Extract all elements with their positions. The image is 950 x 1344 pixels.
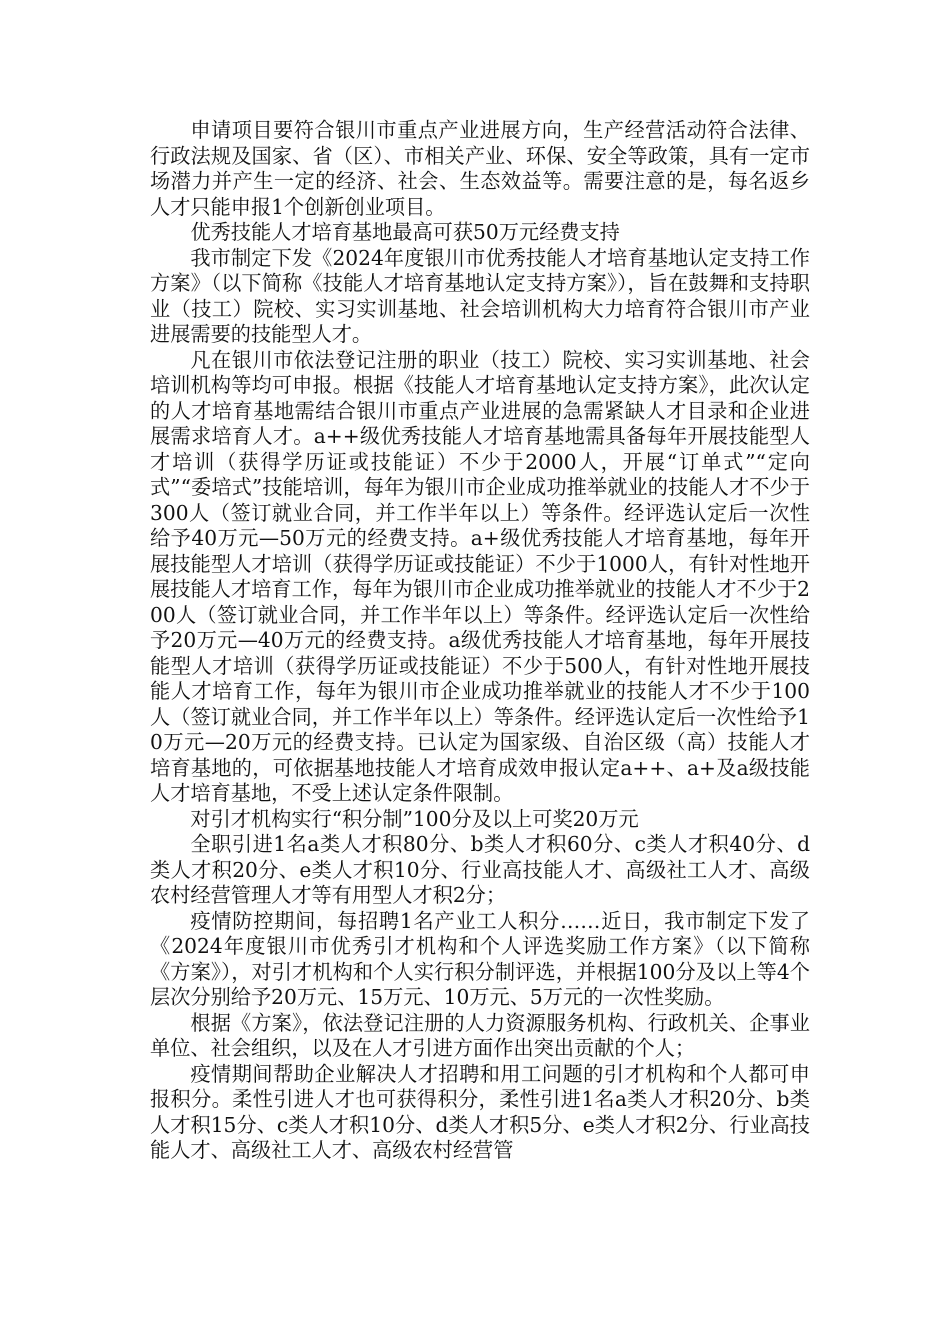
heading-skills-base-funding: 优秀技能人才培育基地最高可获50万元经费支持	[190, 220, 620, 244]
paragraph-project-requirements: 申请项目要符合银川市重点产业进展方向，生产经营活动符合法律、行政法规及国家、省（区）、市相关产业、环保、安全等政策，具有一定市场潜力并产生一定的经济、社会、生态效益等。需要注意的是，每名返乡人才只能申报1个创新创业项目。	[150, 118, 810, 219]
paragraph-fulltime-points: 全职引进1名a类人才积80分、b类人才积60分、c类人才积40分、d类人才积20分、e类人才积10分、行业高技能人才、高级社工人才、高级农村经营管理人才等有用型人才积2分；	[150, 832, 810, 907]
paragraph-skills-base-plan: 我市制定下发《2024年度银川市优秀技能人才培育基地认定支持工作方案》（以下简称《技能人才培育基地认定支持方案》），旨在鼓舞和支持职业（技工）院校、实习实训基地、社会培训机构大力培育符合银川市产业进展需要的技能型人才。	[150, 245, 810, 346]
paragraph-flexible-points: 疫情期间帮助企业解决人才招聘和用工问题的引才机构和个人都可申报积分。柔性引进人才也可获得积分，柔性引进1名a类人才积20分、b类人才积15分、c类人才积10分、d类人才积5分、e类人才积2分、行业高技能人才、高级社工人才、高级农村经营管	[150, 1061, 810, 1162]
paragraph-skills-base-criteria: 凡在银川市依法登记注册的职业（技工）院校、实习实训基地、社会培训机构等均可申报。根据《技能人才培育基地认定支持方案》，此次认定的人才培育基地需结合银川市重点产业进展的急需紧缺人才目录和企业进展需求培育人才。a++级优秀技能人才培育基地需具备每年开展技能型人才培训（获得学历证或技能证）不少于2000人，开展“订单式”“定向式”“委培式”技能培训，每年为银川市企业成功推举就业的技能人才不少于300人（签订就业合同，并工作半年以上）等条件。经评选认定后一次性给予40万元—50万元的经费支持。a+级优秀技能人才培育基地，每年开展技能型人才培训（获得学历证或技能证）不少于1000人，有针对性地开展技能人才培育工作，每年为银川市企业成功推举就业的技能人才不少于200人（签订就业合同，并工作半年以上）等条件。经评选认定后一次性给予20万元—40万元的经费支持。a级优秀技能人才培育基地，每年开展技能型人才培训（获得学历证或技能证）不少于500人，有针对性地开展技能人才培育工作，每年为银川市企业成功推举就业的技能人才不少于100人（签订就业合同，并工作半年以上）等条件。经评选认定后一次性给予10万元—20万元的经费支持。已认定为国家级、自治区级（高）技能人才培育基地的，可依据基地技能人才培育成效申报认定a++、a+及a级技能人才培育基地，不受上述认定条件限制。	[150, 347, 810, 805]
paragraph-recruitment-award-plan: 疫情防控期间，每招聘1名产业工人积分……近日，我市制定下发了《2024年度银川市优秀引才机构和个人评选奖励工作方案》（以下简称《方案》），对引才机构和个人实行积分制评选，并根据100分及以上等4个层次分别给予20万元、15万元、10万元、5万元的一次性奖励。	[150, 908, 810, 1009]
document-body	[150, 118, 810, 1164]
heading-points-system: 对引才机构实行“积分制”100分及以上可奖20万元	[190, 806, 639, 831]
paragraph-eligible-applicants: 根据《方案》，依法登记注册的人力资源服务机构、行政机关、企事业单位、社会组织，以及在人才引进方面作出突出贡献的个人；	[150, 1010, 810, 1060]
